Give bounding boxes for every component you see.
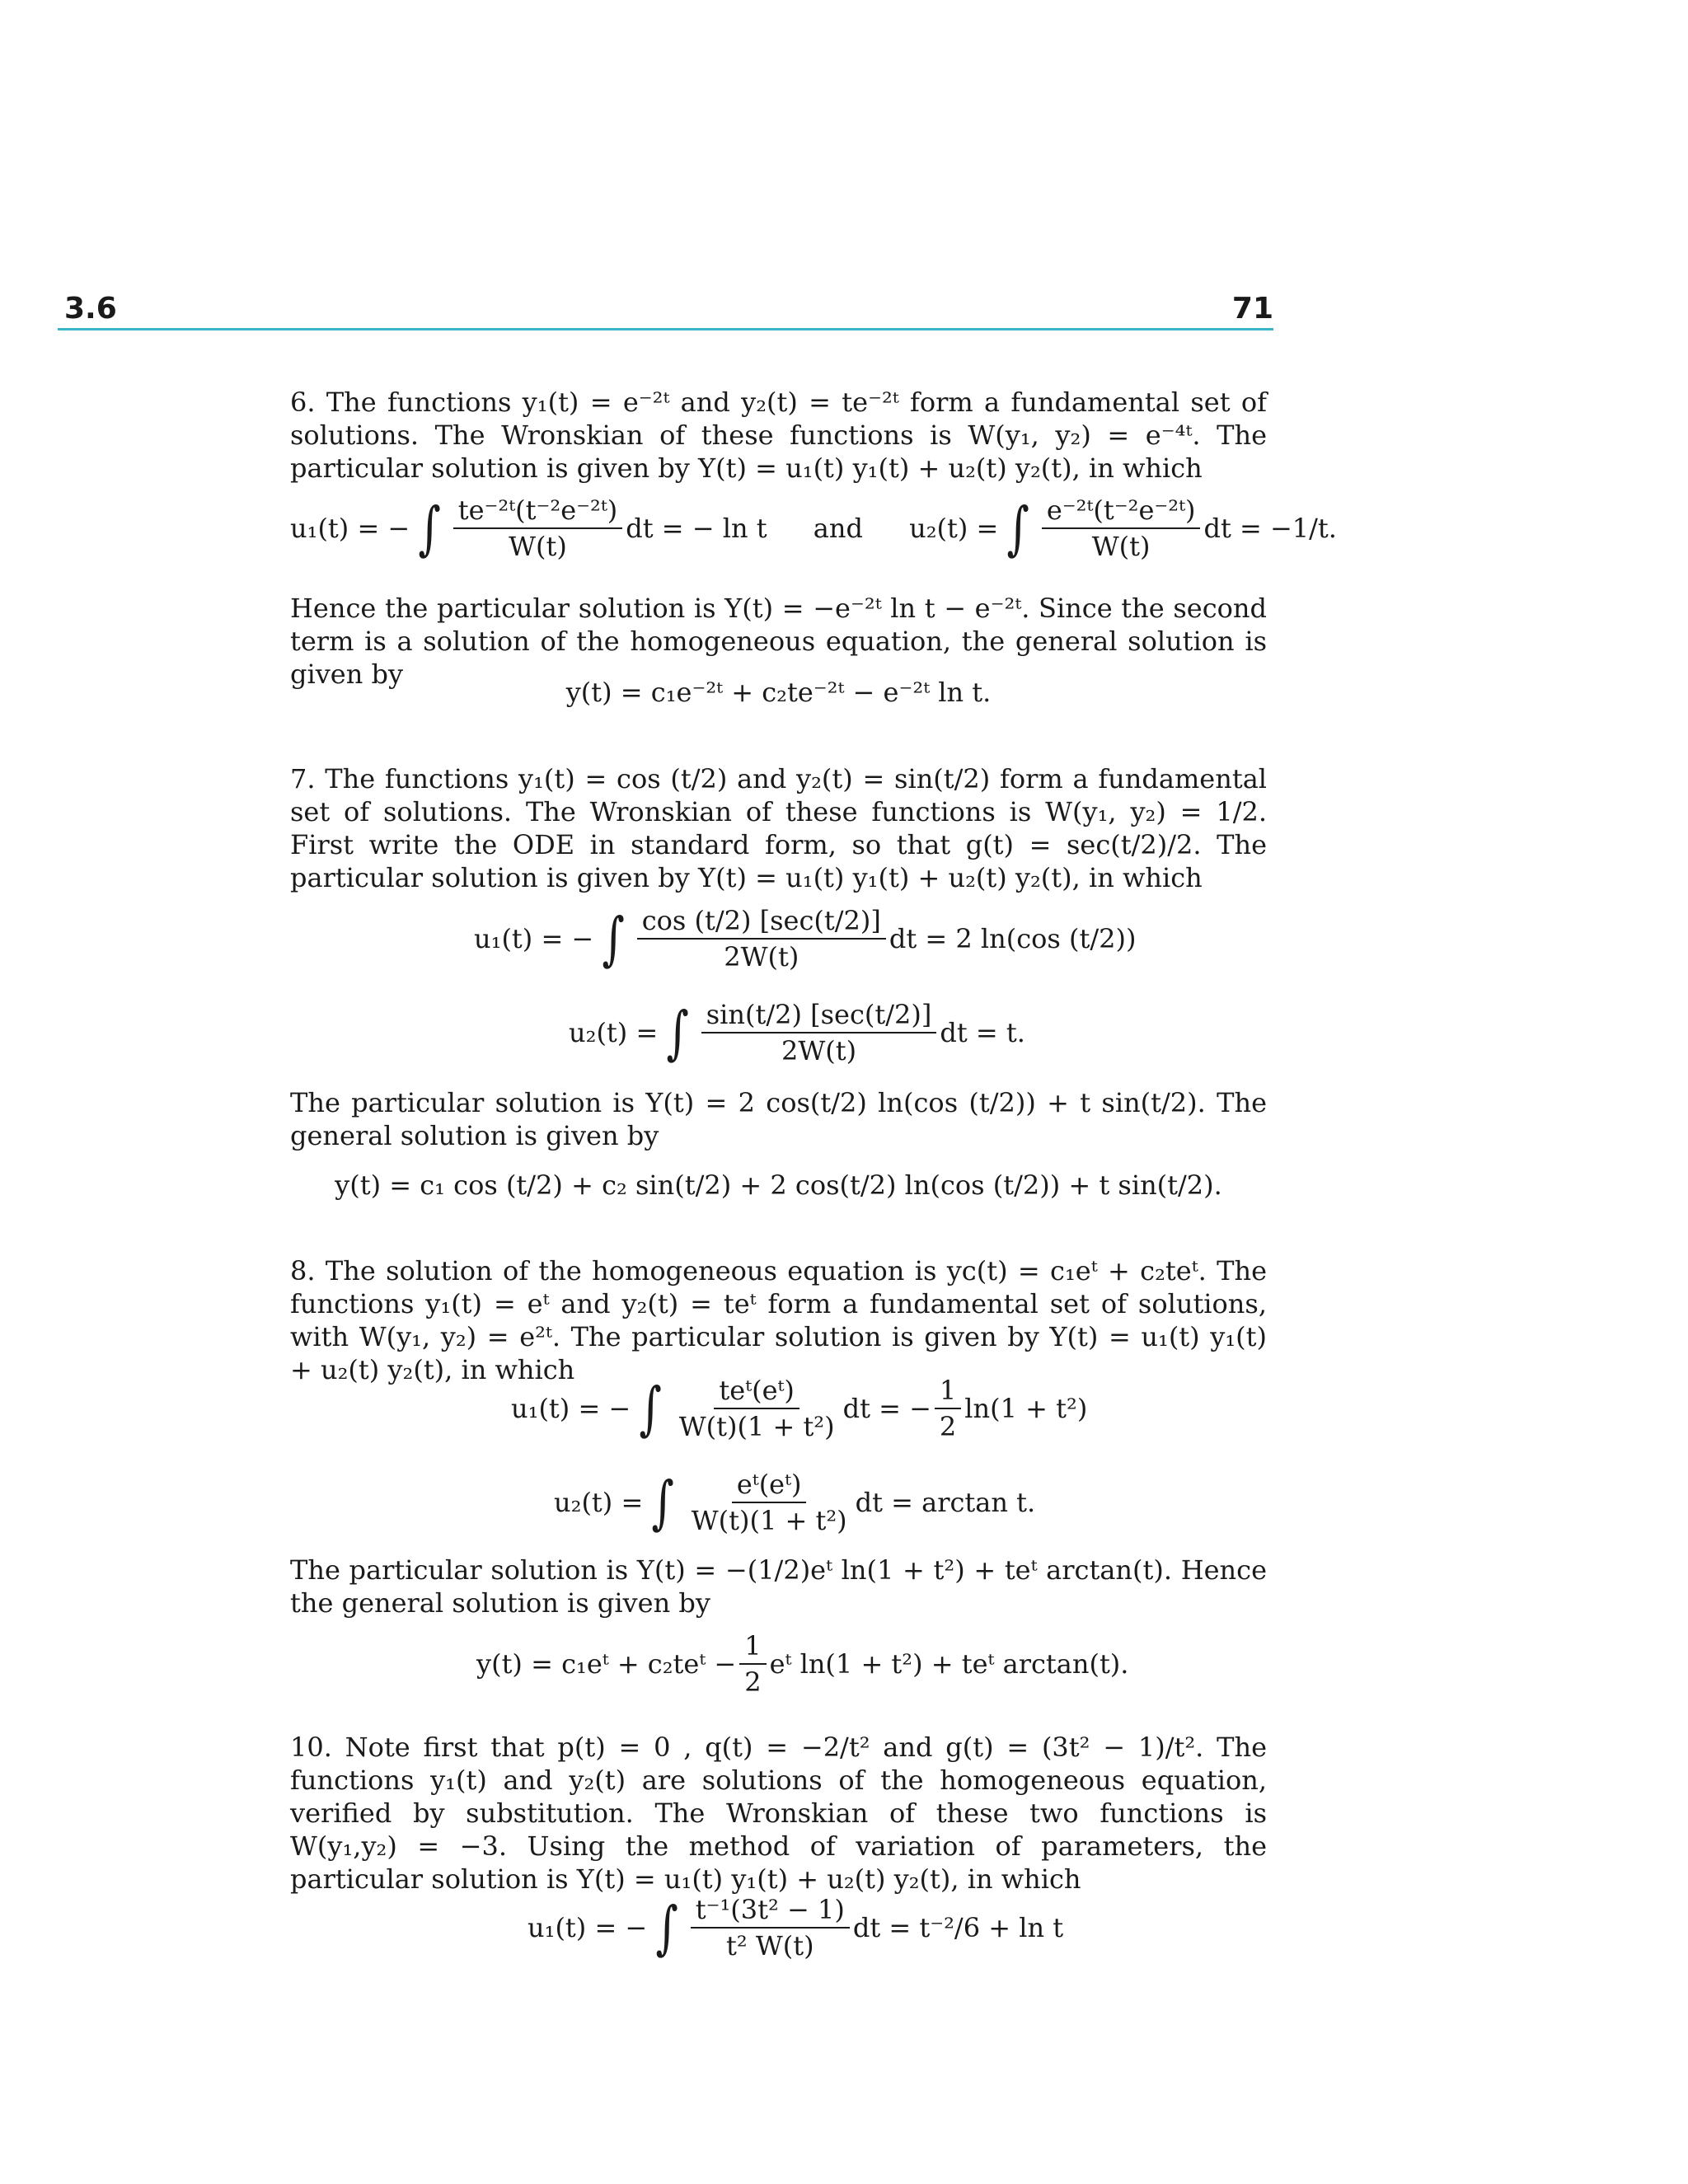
fraction: $\frac{\sin(t/2) [\sec(t/2)]}{2W(t)}$ (701, 999, 937, 1066)
integral-sign: ∫ (418, 494, 442, 562)
integral-sign: ∫ (651, 1469, 675, 1536)
fraction-one-half: $\frac{1}{2}$ (935, 1375, 961, 1442)
problem-8-u2-equation: u₂(t) = ∫ $\frac{\text{eᵗ(eᵗ)}}{\text{W(t)(1 + t²)}}$ dt = arctan t. (554, 1469, 1036, 1536)
problem-10-u1-equation: u₁(t) = − ∫ $\frac{\text{t⁻¹(3t² − 1)}}{\text{t² W(t)}}$ dt = t⁻²/6 + ln t (528, 1894, 1064, 1961)
problem-8-intro: 8. The solution of the homogeneous equation is yᴄ(t) = c₁eᵗ + c₂teᵗ. The functions y₁(t) = eᵗ and y₂(t) = teᵗ form a fundamental set of solutions, with W(y₁, y₂) = e²ᵗ. The particular solution is given by Y(t) = u₁(t) y₁(t) + u₂(t) y₂(t), in which (290, 1255, 1267, 1385)
problem-7-middle-text: The particular solution is Y(t) = 2 cos(t/2) ln(cos (t/2)) + t sin(t/2). The general solution is given by (290, 1087, 1267, 1151)
fraction: $\frac{\text{eᵗ(eᵗ)}}{\text{W(t)(1 + t²)}}$ (691, 1469, 847, 1536)
fraction: $\frac{\cos (t/2) [\sec(t/2)]}{2W(t)}$ (637, 905, 886, 972)
integral-sign: ∫ (602, 905, 626, 972)
problem-7-u1-equation: u₁(t) = − ∫ $\frac{\cos (t/2) [\sec(t/2)]}{2W(t)}$ dt = 2 ln(cos (t/2)) (474, 905, 1137, 972)
problem-8-middle-text: The particular solution is Y(t) = −(1/2)eᵗ ln(1 + t²) + teᵗ arctan(t). Hence the general solution is given by (290, 1554, 1267, 1619)
fraction-one-half: $\frac{1}{2}$ (739, 1630, 766, 1698)
problem-10-intro: 10. Note first that p(t) = 0 , q(t) = −2/t² and g(t) = (3t² − 1)/t². The functions y₁(t) and y₂(t) are solutions of the homogeneous equation, verified by substitution. The Wronskian of these two functions is W(y₁,y₂) = −3. Using the method of variation of parameters, the particular solution is Y(t) = u₁(t) y₁(t) + u₂(t) y₂(t), in which (290, 1732, 1267, 1895)
problem-6-general-solution: y(t) = c₁e⁻²ᵗ + c₂te⁻²ᵗ − e⁻²ᵗ ln t. (565, 677, 992, 708)
fraction: $\frac{\text{te⁻²ᵗ(t⁻²e⁻²ᵗ)}}{W(t)}$ (453, 494, 623, 562)
problem-7-intro: 7. The functions y₁(t) = cos (t/2) and y₂(t) = sin(t/2) form a fundamental set of solutions. The Wronskian of these functions is W(y₁, y₂) = 1/2. First write the ODE in standard form, so that g(t) = sec(t/2)/2. The particular solution is given by Y(t) = u₁(t) y₁(t) + u₂(t) y₂(t), in which (290, 763, 1267, 893)
integral-sign: ∫ (1006, 494, 1030, 562)
problem-6-u-equations: u₁(t) = − ∫ $\frac{\text{te⁻²ᵗ(t⁻²e⁻²ᵗ)}}{W(t)}$ dt = − ln t and u₂(t) = ∫ $\frac{\text{e⁻²ᵗ(t⁻²e⁻²ᵗ)}}{W(t)}$ dt = −1/t. (290, 494, 1337, 562)
fraction: $\frac{\text{e⁻²ᵗ(t⁻²e⁻²ᵗ)}}{W(t)}$ (1042, 494, 1201, 562)
problem-7-general-solution: y(t) = c₁ cos (t/2) + c₂ sin(t/2) + 2 cos(t/2) ln(cos (t/2)) + t sin(t/2). (335, 1169, 1222, 1201)
problem-6-middle-text: Hence the particular solution is Y(t) = −e⁻²ᵗ ln t − e⁻²ᵗ. Since the second term is a solution of the homogeneous equation, the general solution is given by (290, 593, 1267, 690)
page-number: 71 (1231, 292, 1273, 326)
page-header (58, 280, 1273, 330)
fraction: $\frac{\text{teᵗ(eᵗ)}}{\text{W(t)(1 + t²)}}$ (678, 1375, 835, 1442)
integral-sign: ∫ (655, 1894, 679, 1961)
problem-6-intro: 6. The functions y₁(t) = e⁻²ᵗ and y₂(t) = te⁻²ᵗ form a fundamental set of solutions. The Wronskian of these functions is W(y₁, y₂) = e⁻⁴ᵗ. The particular solution is given by Y(t) = u₁(t) y₁(t) + u₂(t) y₂(t), in which (290, 387, 1267, 484)
problem-8-general-solution: y(t) = c₁eᵗ + c₂teᵗ − $\frac{1}{2}$ eᵗ ln(1 + t²) + teᵗ arctan(t). (476, 1630, 1129, 1698)
problem-8-u1-equation: u₁(t) = − ∫ $\frac{\text{teᵗ(eᵗ)}}{\text{W(t)(1 + t²)}}$ dt = − $\frac{1}{2}$ ln(1 + t²) (511, 1375, 1088, 1442)
problem-7-u2-equation: u₂(t) = ∫ $\frac{\sin(t/2) [\sec(t/2)]}{2W(t)}$ dt = t. (569, 999, 1025, 1066)
section-number: 3.6 (64, 292, 117, 326)
integral-sign: ∫ (639, 1375, 663, 1442)
integral-sign: ∫ (666, 999, 690, 1066)
fraction: $\frac{\text{t⁻¹(3t² − 1)}}{\text{t² W(t)}}$ (691, 1894, 850, 1961)
